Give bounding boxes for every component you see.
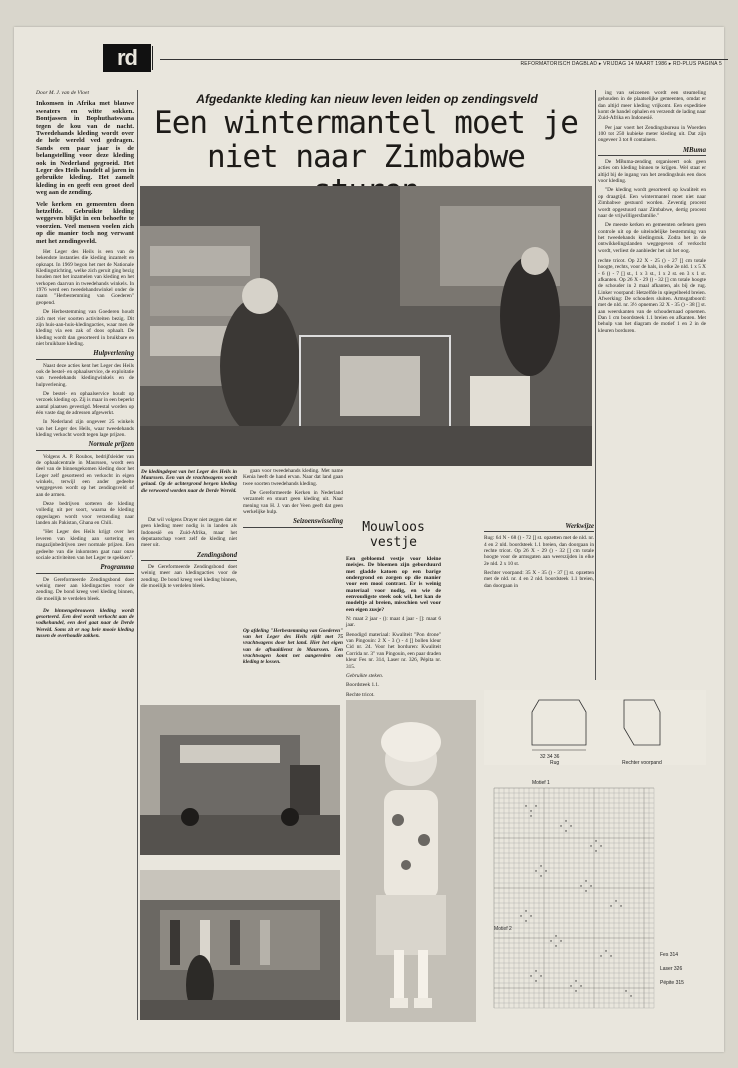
legend-fes: Fes 314 <box>660 952 679 958</box>
stitch-mark: × <box>529 808 533 814</box>
byline: Door M. J. van de Vloet <box>36 90 89 96</box>
stitch-mark: × <box>564 818 568 824</box>
subheading-zendingsbond: Zendingsbond <box>141 553 237 561</box>
stitch-mark: × <box>524 918 528 924</box>
legend-laser: Laser 326 <box>660 966 683 972</box>
stitch-mark: × <box>574 988 578 994</box>
pattern-continuation: rechte tricot. Op 22 X - 25 () - 27 [] cm totale hoogte, rechts, voor de hals, in elke 2e nld. 1 x 5 X - 6 () - 7 [] st., 1 x 3 st., 1 x 2 st. en 3 x 1 st. afkanten. Op 26 X - 29 () - 32 [] cm totale hoogte de schouder in 2 maal afkanten, als bij de rug. Linker voorpand: Hetzelfde in spiegelbeeld breien. Afwerking: De schouders sluiten. Armsgatboord: met de nld. nr. 3½ opnemen 32 X - 35 () - 38 [] st. aan weerskanten van de schoudernaad opnemen. Dan 1 cm boordsteek 1.1 breien en afkanten. Met behulp van het diagram de motief 1 en 2 in de kleuren borduren. <box>598 257 706 334</box>
sidebar-intro-text: Een gebloemd vestje voor kleine meisjes. De bloemen zijn geborduurd met gladde katoen op een barige ondergrond en zorgen op die manier voor een mooi contrast. Er is weinig materiaal voor nodig, en wie de eenvoudigste steek ook wil, het kan de modeltje al breien, misschien wel voor een eigen zusje? <box>346 556 441 613</box>
shop-photo-caption: De binnengebrouwen kleding wordt gesorteerd. Een deel wordt verkocht aan de vodkehandel, een deel gaat naar de Derde Wereld. Soms zit er nog hele mooie kleding tussen de overhoudle zakken. <box>36 607 134 639</box>
stitch-mark: × <box>584 878 588 884</box>
stitch-mark: × <box>544 868 548 874</box>
stitch-mark: × <box>529 813 533 819</box>
body-paragraph: Dat wil volgens Drayer niet zeggen dat er geen kleding meer nodig is in landen als Indonesië en Zuid-Afrika, maar het deputaatschap voert zelf de kleding niet meer uit. <box>141 517 237 549</box>
stitch-mark: × <box>559 938 563 944</box>
stitch-mark: × <box>599 843 603 849</box>
body-paragraph: ing van seizoenen wordt een steameling gehouden in de plaatselijke gemeenten, omdat er dan altijd meer kleding vrijkomt. Een expeditiee komt de handel ophalen en verzendt de lading naar Zuid-Afrika en Indonesië. <box>598 90 706 122</box>
stitch-mark: × <box>579 983 583 989</box>
article-kicker: Afgedankte kleding kan nieuw leven leiden op zendingsveld <box>196 92 538 106</box>
diagram-label-voorpand: Rechter voorpand <box>622 760 662 766</box>
werkwijze-text: Rug: 64 N - 68 () - 72 [] st. opzetten met de nld. nr. 4 en 2 nld. boordsteek 1.1 breien, dan doorgaan in rechte tricot. Op 26 X - 29 () - 32 [] cm totale hoogte voor de armsgaten aan weerszijden in elke 2e nld. 2 x 10 st. <box>484 535 594 567</box>
diagram-label-rug: Rug <box>550 760 560 766</box>
girl-illustration <box>346 700 476 1022</box>
girl-knitwear-photo <box>346 700 476 1022</box>
stitch-mark: × <box>629 993 633 999</box>
stitch-mark: × <box>594 848 598 854</box>
stitch-mark: × <box>554 943 558 949</box>
subheading-werkwijze: Werkwijze <box>484 524 594 532</box>
body-paragraph: Het Leger des Heils is een van de bekendste instanties die kleding inzamelt en opknapt. In 1969 begon het met de Nationale Kledingstichting, welke zich geruit ging bezig houden met het inzamelen van kleding en het verkopen daarvan in tweedehands winkels. In 1976 werd een tweedehandswinkel onder de naam "Herbestemming van Goederen" geopend. <box>36 249 134 306</box>
voorpand-text: Rechter voorpand: 35 X - 35 () - 37 [] st. opzetten met de nld. nr. 4 en 2 nld. boordsteek 1.1 breien, dan doorgaan in <box>484 570 594 589</box>
body-paragraph: De Gereformeerde Zendingsbond doet weinig meer aan kledingacties voor de zending. De bond kreeg veel kleding binnen, die moeilijk te verdelen bleek. <box>36 576 134 602</box>
stitch-mark: × <box>534 968 538 974</box>
stitch-mark: × <box>559 823 563 829</box>
diagram-dimension: 32 34 36 <box>540 754 560 760</box>
stitch-mark: × <box>589 843 593 849</box>
stitch-mark: × <box>534 978 538 984</box>
column-rule <box>595 90 596 680</box>
intro-paragraph-1: Inkomsen in Afrika met blauwe sweaters en witte sokken. Bontjassen in Bophuthatswana tegen de kou van de nacht. Tweedehands kleding wordt over de hele wereld ved gedragen. Sands een paar jaar is de belangstelling voor deze kleding ook in Nederland gegroeid. Het Leger des Heils handelt al jaren in gebruikte kleding. Het zamelt kleding in en geeft een groot deel weg aan de zending. <box>36 100 134 197</box>
sidebar-steken-2: Rechte tricot. <box>346 691 375 698</box>
body-paragraph: Naast deze acties kent het Leger des Heils ook de bestel- en ophaalservice, de exploitatie van tweedehands kledingwinkels en de hulpverlening. <box>36 362 134 388</box>
stitch-mark: × <box>579 883 583 889</box>
pattern-diagram <box>484 690 706 765</box>
stitch-mark: × <box>599 953 603 959</box>
shop-photo <box>140 870 340 1020</box>
stitch-mark: × <box>594 838 598 844</box>
sidebar-title: Mouwloos vestje <box>362 520 425 550</box>
warehouse-illustration <box>140 186 592 466</box>
motief-2-label: Motief 2 <box>494 926 512 932</box>
stitch-mark: × <box>604 948 608 954</box>
sidebar-steken-label: Gebruikte steken. <box>346 672 384 679</box>
body-paragraph: De bestel- en ophaalservice houdt op verzoek kleding op. Zij is maar in een beperkt aantal plaatsen gevestigd. Meestal worden op één vaste dag de adressen afgewerkt. <box>36 390 134 416</box>
body-paragraph: Per jaar voert het Zendingsbureau in Woerden 100 tot 250 kubieke meter kleding uit. Dat zijn ongeveer 3 tot 8 containers. <box>598 124 706 144</box>
stitch-mark: × <box>614 898 618 904</box>
legend-pepite: Pépite 315 <box>660 980 684 986</box>
body-paragraph: gaan voor tweedehands kleding. Met name Kenia heeft de hand ervan. Naar dat land gaan twee soorten tweedehands kleding. <box>243 468 343 487</box>
logo-decoration <box>152 46 173 70</box>
sidebar-steken-1: Boordsteek 1.1. <box>346 682 380 689</box>
body-paragraph: Deze bedrijven sorteren de kleding volledig uit per soort, waarna de kleding opgeslagen wordt voor verzending naar landen als Pakistan, Ghana en Chili. <box>36 501 134 527</box>
stitch-mark: × <box>539 973 543 979</box>
subheading-mbuma: MBuma <box>598 148 706 156</box>
body-paragraph: Volgens A. P. Roubos, bedrijfsleider van de ophaalcentrale in Maurssen, wordt een deel van de binnengekomen kleding door het Leger zelf gesorteerd en verkocht in eigen winkels, terwijl een ander gedeelte weggegeven wordt op het zendingsveld of aan de armen. <box>36 453 134 498</box>
stitch-mark: × <box>524 803 528 809</box>
subheading-programma: Programma <box>36 565 134 573</box>
embroidery-chart <box>484 770 706 1020</box>
stitch-mark: × <box>609 903 613 909</box>
stitch-mark: × <box>564 828 568 834</box>
body-paragraph: De meeste kerken en gemeenten oefenen geen controle uit op de uiteindelijke bestemming van het tweedehands kledingstuk. Zodra het in de ontwikkelingslanden weggegeven of verkocht wordt, verliest de aanbieder het uit het oog. <box>598 222 706 254</box>
stitch-mark: × <box>534 868 538 874</box>
sidebar-maten: N: maat 2 jaar - (): maat 4 jaar - []: maat 6 jaar. <box>346 616 441 629</box>
warehouse-photo <box>140 186 592 466</box>
stitch-mark: × <box>554 933 558 939</box>
body-paragraph: In Nederland zijn ongeveer 25 winkels van het Leger des Heils, waar tweedehands kleding verkocht wordt tegen lage prijzen. <box>36 419 134 438</box>
body-paragraph: "De kleding wordt gesorteerd op kwaliteit en op draagtijd. Een wintermantel moet niet naar Zimbabwe gestuurd worden. Zeventig procent wordt opgestuurd naar Zimbabwe, dertig procent naar de vrijwilligersfamilie." <box>598 187 706 219</box>
subheading-normale-prijzen: Normale prijzen <box>36 442 134 450</box>
werkwijze-column <box>484 520 594 685</box>
body-paragraph: De MBuma-zending organiseert ook geen acties om kleding binnen te krijgen. Wel staat er altijd bij de ingang van het zendingshuis een doos voor kleding. <box>598 159 706 185</box>
rd-logo: rd <box>103 44 151 72</box>
stitch-mark: × <box>589 883 593 889</box>
stitch-mark: × <box>524 908 528 914</box>
motief-1-label: Motief 1 <box>532 780 550 786</box>
body-paragraph: De Herbestemming van Goederen houdt zich met vier soorten activiteiten bezig. Dit zijn huis-aan-huis-kledingacties, waar men de kleding via een zak of doos ophaalt. De kleding wordt dan gesorteerd in bruikbare en niet bruikbare kleding. <box>36 309 134 347</box>
stitch-mark: × <box>529 973 533 979</box>
middle-column-1 <box>141 517 237 627</box>
truck-photo-caption: Op afdeling "Herbestemming van Goederen" van het Leger des Heils rijdt met 75 vrachtwagens door het land. Hier het eigen van de afhaaldienst in Maurssen. Een vrachtwagen komt net aangereden om kleding te lossen. <box>243 628 343 666</box>
stitch-mark: × <box>624 988 628 994</box>
stitch-mark: × <box>549 938 553 944</box>
stitch-mark: × <box>569 983 573 989</box>
stitch-mark: × <box>574 978 578 984</box>
shop-illustration <box>140 870 340 1020</box>
middle-column-2 <box>243 468 343 623</box>
subheading-hulpverlening: Hulpverlening <box>36 351 134 359</box>
stitch-mark: × <box>539 863 543 869</box>
sidebar-benodigd: Benodigd materiaal: Kwaliteit "Pon drone" van Pingouin: 2 X - 3 () - 4 [] bollen kleur Cid nr. 24. Voor het borduren: Kwaliteit Corrida nr. 3" van Pingouin, een paar draden kleur Fes nr. 314, Laser nr. 326, Pépita nr. 315. <box>346 631 441 670</box>
stitch-mark: × <box>539 873 543 879</box>
stitch-mark: × <box>534 803 538 809</box>
embroidery-grid <box>484 770 706 1020</box>
body-paragraph: "Het Leger des Heils krijgt over het leveren van kleding aan sortering en magazijnbedrijven zeer normale prijzen. Een gedeelte van die inkomsten gaat naar onze sociale activiteiten van het Leger te spekken". <box>36 529 134 561</box>
truck-illustration <box>140 705 340 855</box>
stitch-mark: × <box>569 823 573 829</box>
body-paragraph: De Gereformeerde Zendingsbond doet weinig meer aan kledingacties voor de zending. De bond kreeg veel kleding binnen, die moeilijk te verdelen bleek. <box>141 564 237 590</box>
sidebar-intro <box>346 556 441 698</box>
column-rule <box>137 90 138 1020</box>
masthead-info: REFORMATORISCH DAGBLAD ▸ VRIJDAG 14 MAART 1986 ▸ RD-PLUS PAGINA 5 <box>520 61 722 67</box>
intro-paragraph-2: Vele kerken en gemeenten doen hetzelfde. Gebruikte kleding weggeven blijkt in een behoefte te voorzien. Veel mensen voelen zich op die manier toch nog verwant met het zendingsveld. <box>36 200 134 245</box>
article-headline: Een wintermantel moet je niet naar Zimbabwe <box>154 105 578 175</box>
pattern-diagram-panel <box>484 690 706 765</box>
stitch-mark: × <box>584 888 588 894</box>
stitch-mark: × <box>529 913 533 919</box>
right-column <box>598 90 706 685</box>
stitch-mark: × <box>519 913 523 919</box>
stitch-mark: × <box>609 953 613 959</box>
subheading-seizoenswisseling: Seizoenswisseling <box>243 519 343 527</box>
warehouse-photo-caption: De kledingdepot van het Leger des Heils in Maurssen. Een van de vrachtwagens wordt gelaad. Op de achtergrond bergen kleding die verwoerd worden naar de Derde Wereld. <box>141 469 237 494</box>
truck-photo <box>140 705 340 855</box>
stitch-mark: × <box>619 903 623 909</box>
masthead-rule <box>160 59 728 60</box>
left-column <box>36 90 134 1030</box>
body-paragraph: De Gereformeerde Kerken in Nederland verzamelt en stuurt geen kleding uit. Naar mening van H. J. van der Veen geeft dat geen werkelijke hulp. <box>243 490 343 516</box>
